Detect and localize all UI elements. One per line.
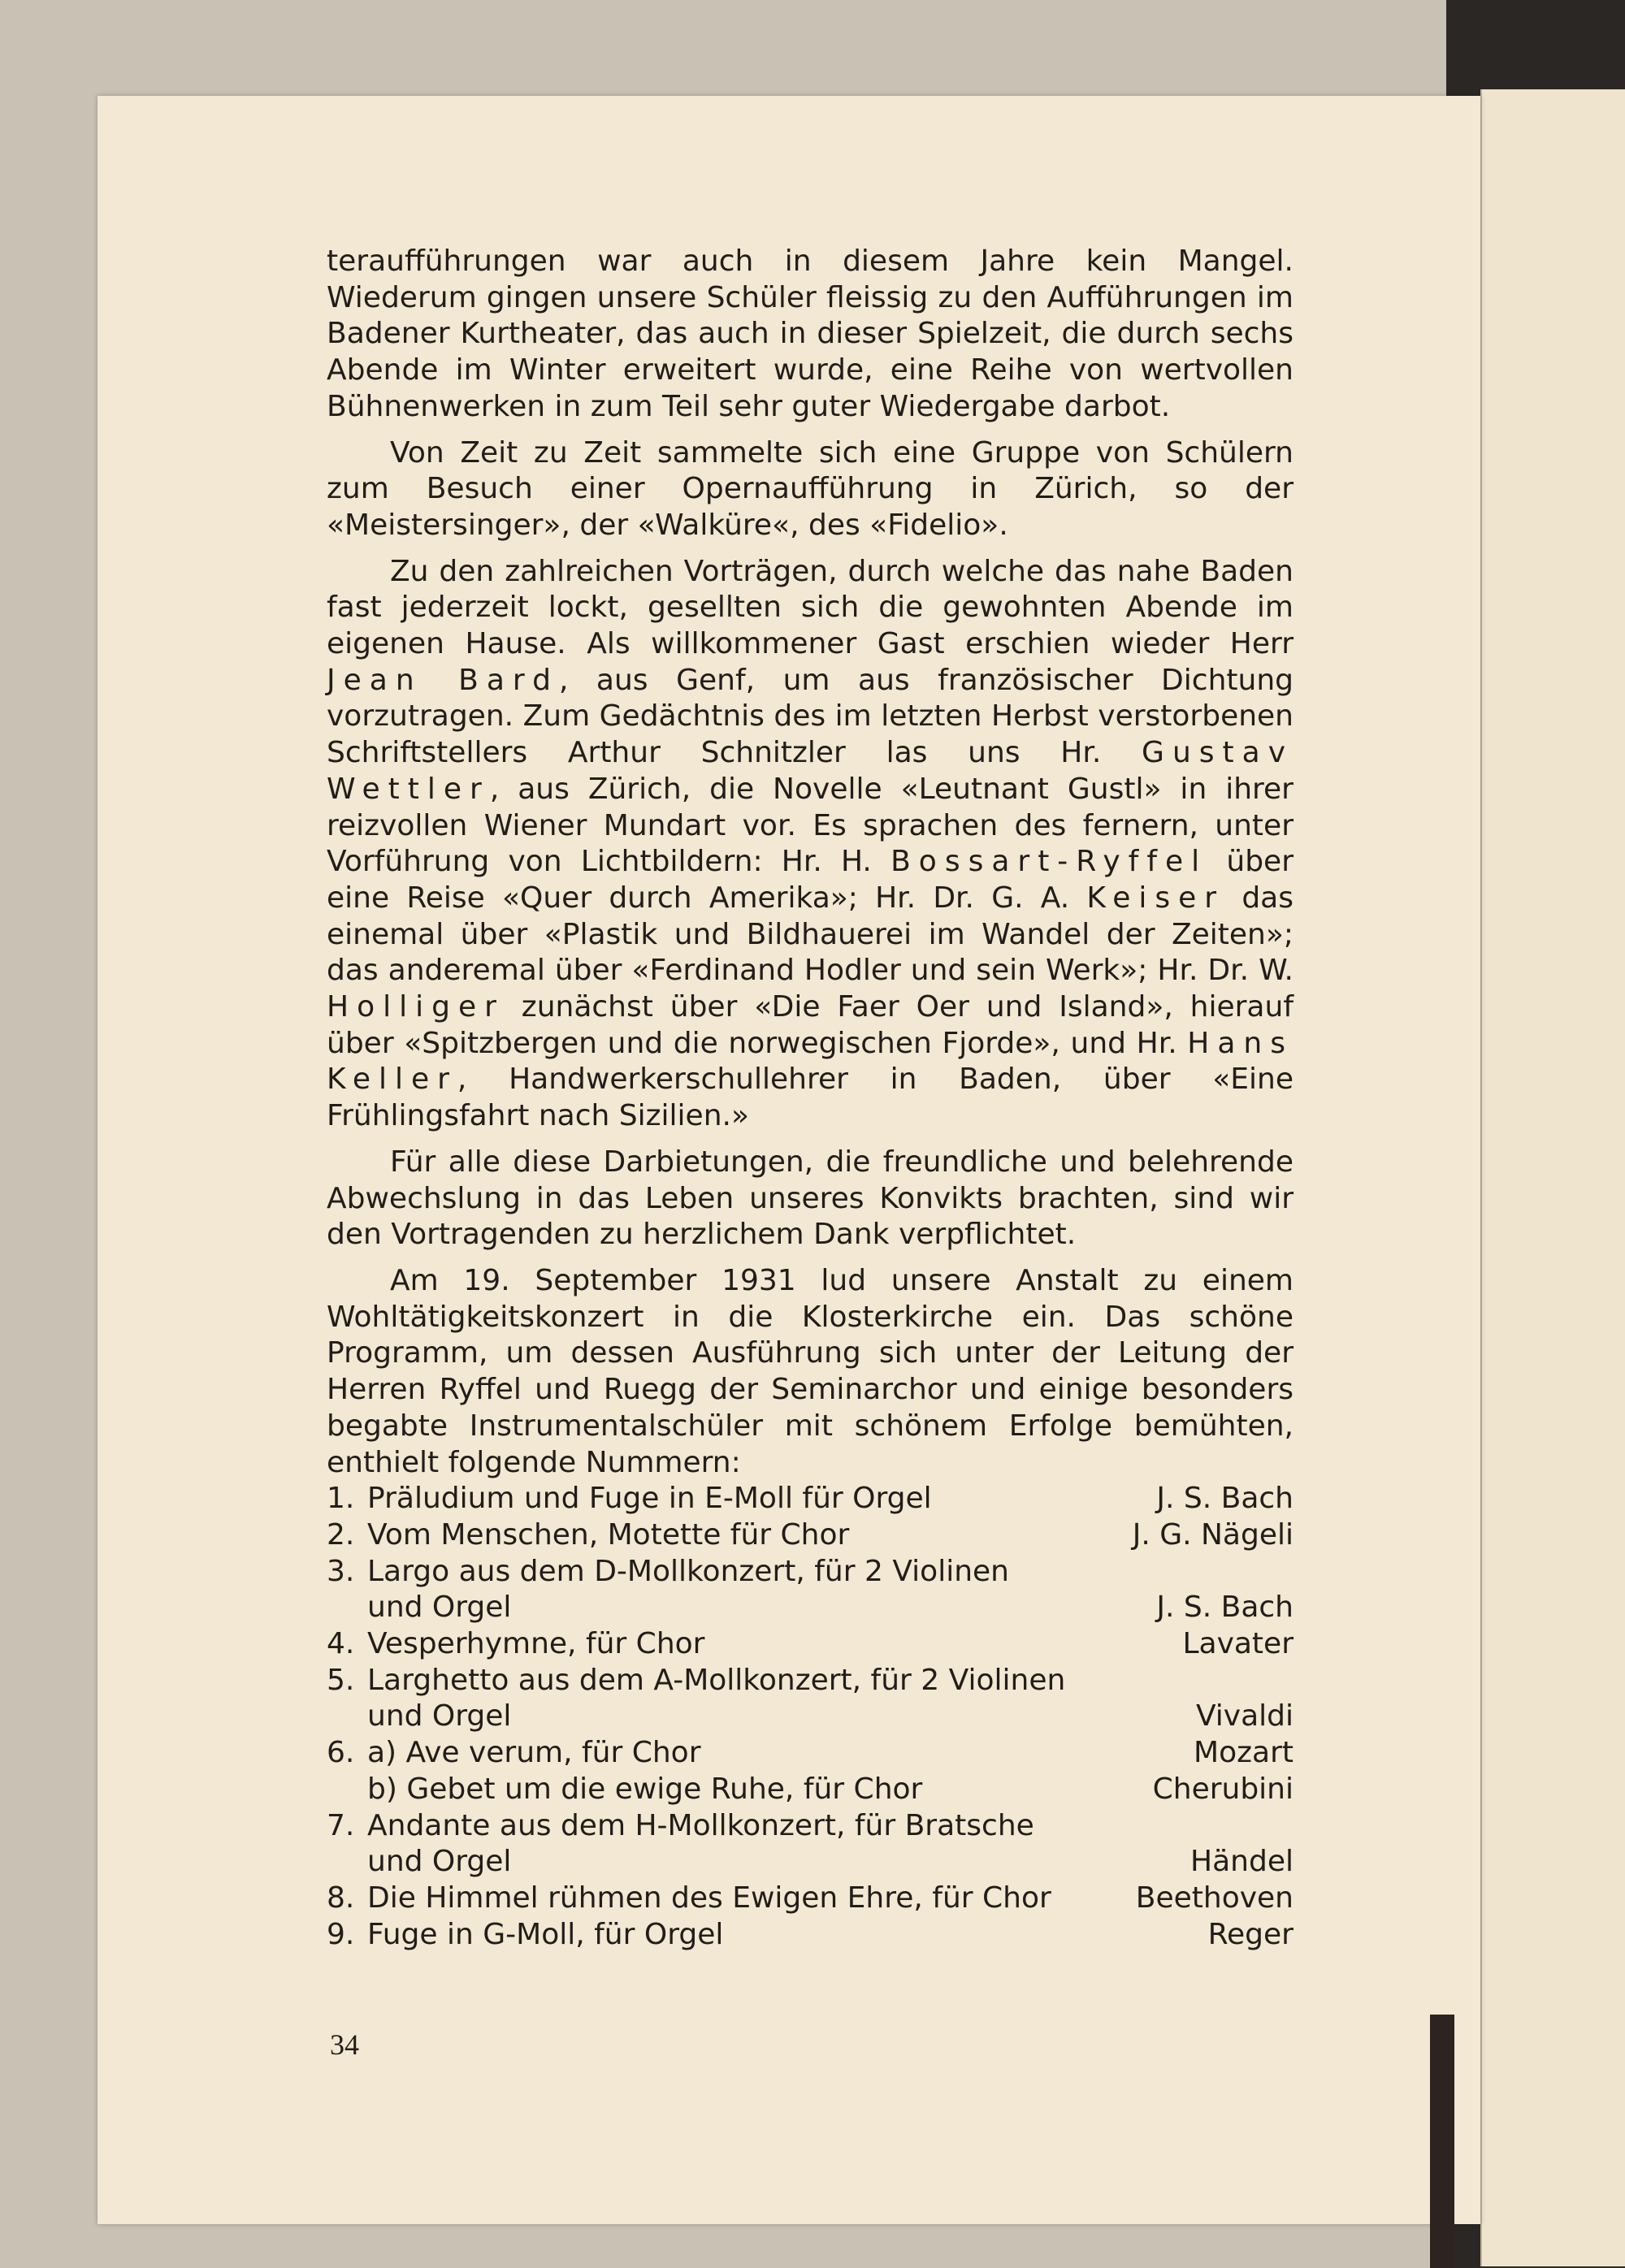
program-item-number [327, 1699, 367, 1735]
program-item [327, 1808, 1294, 1845]
program-item-title: und Orgel [367, 1591, 512, 1625]
program-item-title: und Orgel [367, 1699, 512, 1733]
program-item-composer: J. S. Bach [1156, 1482, 1294, 1516]
program-item [327, 1481, 1294, 1517]
program-item-title: Andante aus dem H-Mollkonzert, für Bratsche [367, 1808, 1034, 1842]
program-item-title: a) Ave verum, für Chor [367, 1736, 701, 1770]
paragraph-lectures [327, 554, 1294, 1135]
program-item-number: 9. [327, 1917, 355, 1951]
program-item-title: Die Himmel rühmen des Ewigen Ehre, für Chor [367, 1881, 1051, 1915]
program-item-number: 2. [327, 1517, 355, 1552]
program-item [327, 1663, 1294, 1699]
program-item-title: und Orgel [367, 1845, 512, 1879]
program-item [327, 1590, 1294, 1626]
program-item-composer: Händel [1190, 1845, 1294, 1879]
speaker-name: Holliger [327, 990, 505, 1024]
program-item-number: 5. [327, 1663, 355, 1697]
program-item-composer: Beethoven [1135, 1881, 1294, 1915]
paragraph-concert: Am 19. September 1931 lud unsere Anstalt zu einem Wohltätigkeitskonzert in die Klosterkirche ein. Das schöne Programm, um dessen Ausführung sich unter der Leitung der Herren Ryffel und Ruegg der Seminarchor und einige besonders begabte Instrumentalschüler mit schönem Erfolge bemühten, enthielt folgende Nummern: [327, 1263, 1294, 1479]
paragraph-theater: teraufführungen war auch in diesem Jahre kein Mangel. Wiederum gingen unsere Schüler fleissig zu den Aufführungen im Badener Kurtheater, das auch in dieser Spielzeit, die durch sechs Abende im Winter erweitert wurde, eine Reihe von wertvollen Bühnenwerken in zum Teil sehr guter Wiedergabe darbot. [327, 245, 1294, 423]
lectures-text-2: , aus Genf, um aus französischer Dichtung vorzutragen. Zum Gedächtnis des im letzten Herbst verstorbenen Schriftstellers Arthur Schnitzler las uns Hr. [327, 663, 1294, 770]
bookmark-ribbon [1430, 2015, 1454, 2268]
program-item-composer: J. G. Nägeli [1132, 1517, 1294, 1552]
speaker-name: Hans Keller [327, 1026, 1294, 1097]
program-item [327, 1735, 1294, 1772]
program-item-number: 8. [327, 1881, 355, 1915]
lectures-text-3: , aus Zürich, die Novelle «Leutnant Gustl» in ihrer reizvollen Wiener Mundart vor. Es sprachen des fernern, unter Vorführung von Lichtbildern: Hr. H. [327, 772, 1294, 879]
program-item-number: 7. [327, 1808, 355, 1842]
lectures-text-1: Zu den zahlreichen Vorträgen, durch welche das nahe Baden fast jederzeit lockt, gesellten sich die gewohnten Abende im eigenen Hause. Als willkommener Gast erschien wieder Herr [327, 554, 1294, 661]
speaker-name: Gustav Wettler [327, 736, 1294, 806]
program-item-composer: J. S. Bach [1156, 1591, 1294, 1625]
paragraph-thanks: Für alle diese Darbietungen, die freundliche und belehrende Abwechslung in das Leben unseres Konvikts brachten, sind wir den Vortragenden zu herzlichem Dank verpflichtet. [327, 1145, 1294, 1252]
lectures-text-4: über eine Reise «Quer durch Amerika»; Hr. Dr. G. A. [327, 845, 1294, 915]
program-item [327, 1626, 1294, 1663]
program-item [327, 1881, 1294, 1917]
program-item-title: Fuge in G-Moll, für Orgel [367, 1917, 724, 1951]
program-item-number: 1. [327, 1482, 355, 1516]
program-item-number [327, 1590, 367, 1626]
program-item-number [327, 1772, 367, 1808]
program-item [327, 1844, 1294, 1881]
program-item-composer: Cherubini [1152, 1772, 1294, 1806]
program-item-title: b) Gebet um die ewige Ruhe, für Chor [367, 1772, 923, 1806]
program-item-composer: Lavater [1182, 1627, 1294, 1661]
facing-page-edge [1480, 89, 1625, 2266]
program-item-composer: Vivaldi [1195, 1699, 1294, 1733]
program-item-composer: Mozart [1194, 1736, 1294, 1770]
program-item-title: Largo aus dem D-Mollkonzert, für 2 Violinen [367, 1554, 1009, 1588]
program-item-title: Präludium und Fuge in E-Moll für Orgel [367, 1482, 932, 1516]
speaker-name: Jean Bard [327, 663, 559, 697]
lectures-text-5: das einemal über «Plastik und Bildhauerei im Wandel der Zeiten»; das anderemal über «Ferdinand Hodler und sein Werk»; Hr. Dr. W. [327, 881, 1294, 988]
program-item [327, 1517, 1294, 1554]
program-item-title: Larghetto aus dem A-Mollkonzert, für 2 Violinen [367, 1663, 1066, 1697]
program-item [327, 1554, 1294, 1591]
program-item-composer: Reger [1207, 1917, 1294, 1951]
program-item-number: 3. [327, 1554, 355, 1588]
program-item-title: Vom Menschen, Motette für Chor [367, 1517, 850, 1552]
program-item [327, 1917, 1294, 1954]
program-item-number: 4. [327, 1627, 355, 1661]
page-body [327, 244, 1294, 1953]
program-item [327, 1772, 1294, 1808]
speaker-name: Bossart-Ryffel [890, 845, 1208, 879]
lectures-text-7: , Handwerkerschullehrer in Baden, über «Eine Frühlingsfahrt nach Sizilien.» [327, 1063, 1294, 1133]
paragraph-opera: Von Zeit zu Zeit sammelte sich eine Gruppe von Schülern zum Besuch einer Opernaufführung in Zürich, so der «Meistersinger», der «Walküre«, des «Fidelio». [327, 435, 1294, 542]
program-item [327, 1699, 1294, 1735]
program-item-number [327, 1844, 367, 1881]
lectures-text-6: zunächst über «Die Faer Oer und Island», hierauf über «Spitzbergen und die norwegischen Fjorde», und Hr. [327, 990, 1294, 1060]
program-item-title: Vesperhymne, für Chor [367, 1627, 705, 1661]
page-number: 34 [330, 2028, 359, 2061]
program-list [327, 1481, 1294, 1953]
program-item-number: 6. [327, 1736, 355, 1770]
speaker-name: Keiser [1086, 881, 1225, 915]
